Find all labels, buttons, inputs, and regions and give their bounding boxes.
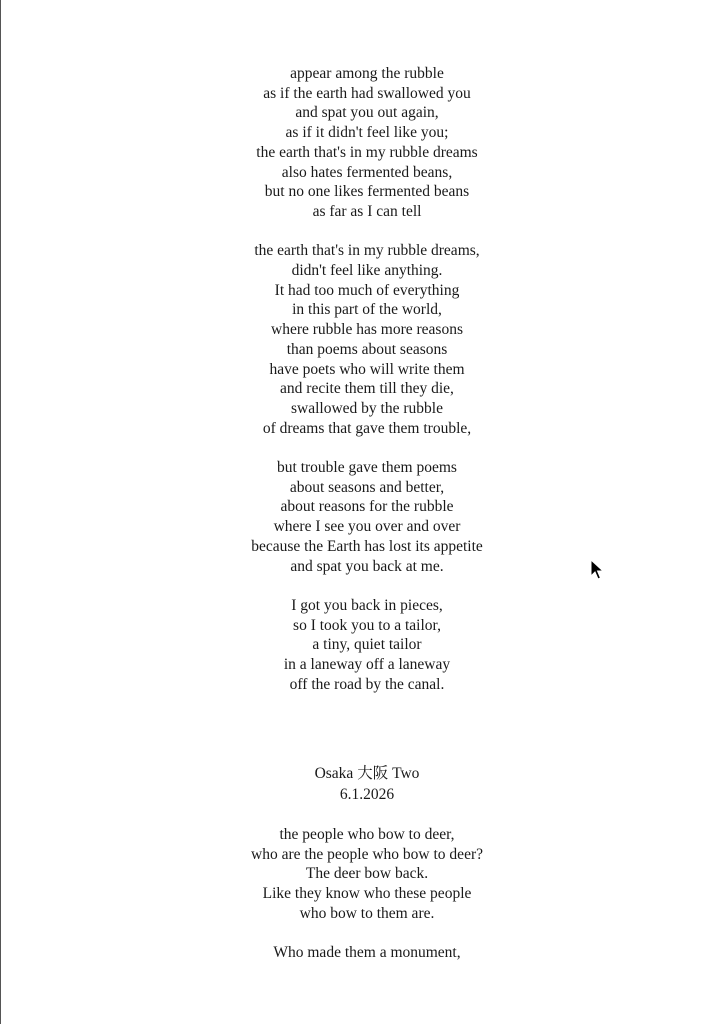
poem-line: and recite them till they die, xyxy=(280,380,454,398)
poem-line: also hates fermented beans, xyxy=(281,163,453,181)
poem-line: as if the earth had swallowed you xyxy=(263,84,471,102)
poem-separator xyxy=(0,714,728,763)
stanza xyxy=(0,458,728,576)
poem-title: Osaka 大阪 Two xyxy=(314,765,420,783)
poem-two xyxy=(0,825,728,963)
poem-line: as far as I can tell xyxy=(312,202,422,220)
stanza xyxy=(0,596,728,695)
poem-line: than poems about seasons xyxy=(286,340,448,358)
poem-line: off the road by the canal. xyxy=(289,675,445,693)
mouse-pointer-icon xyxy=(590,559,604,581)
stanza xyxy=(0,241,728,438)
poem-line: It had too much of everything xyxy=(274,281,460,299)
stanza xyxy=(0,943,728,963)
poem-line: and spat you out again, xyxy=(295,104,439,122)
document-page xyxy=(0,64,728,982)
poem-line: but trouble gave them poems xyxy=(277,459,457,477)
poem-line: as if it didn't feel like you; xyxy=(285,124,449,142)
poem-two-header xyxy=(0,763,728,805)
stanza xyxy=(0,64,728,222)
stanza xyxy=(0,825,728,924)
poem-line: because the Earth has lost its appetite xyxy=(251,537,483,555)
poem-line: the people who bow to deer, xyxy=(279,825,455,843)
poem-line: so I took you to a tailor, xyxy=(293,616,441,634)
poem-line: in this part of the world, xyxy=(292,301,442,319)
poem-line: The deer bow back. xyxy=(305,865,429,883)
poem-line: but no one likes fermented beans xyxy=(264,183,470,201)
poem-line: in a laneway off a laneway xyxy=(283,656,451,674)
poem-line: Who made them a monument, xyxy=(273,944,461,962)
poem-line: where I see you over and over xyxy=(273,518,461,536)
poem-line: swallowed by the rubble xyxy=(291,399,443,417)
poem-date: 6.1.2026 xyxy=(339,786,395,804)
poem-line: about seasons and better, xyxy=(289,478,445,496)
poem-line: who bow to them are. xyxy=(299,904,435,922)
poem-line: where rubble has more reasons xyxy=(271,321,463,339)
poem-line: Like they know who these people xyxy=(262,884,472,902)
poem-line: and spat you back at me. xyxy=(290,557,444,575)
poem-line: about reasons for the rubble xyxy=(280,498,454,516)
poem-line: have poets who will write them xyxy=(269,360,465,378)
poem-line: didn't feel like anything. xyxy=(291,262,443,280)
poem-line: the earth that's in my rubble dreams xyxy=(256,143,478,161)
poem-line: of dreams that gave them trouble, xyxy=(262,419,472,437)
poem-line: I got you back in pieces, xyxy=(291,596,443,614)
poem-line: who are the people who bow to deer? xyxy=(251,845,483,863)
poem-line: appear among the rubble xyxy=(290,65,444,82)
poem-one xyxy=(0,64,728,694)
poem-line: a tiny, quiet tailor xyxy=(312,636,422,654)
poem-line: the earth that's in my rubble dreams, xyxy=(254,242,480,260)
